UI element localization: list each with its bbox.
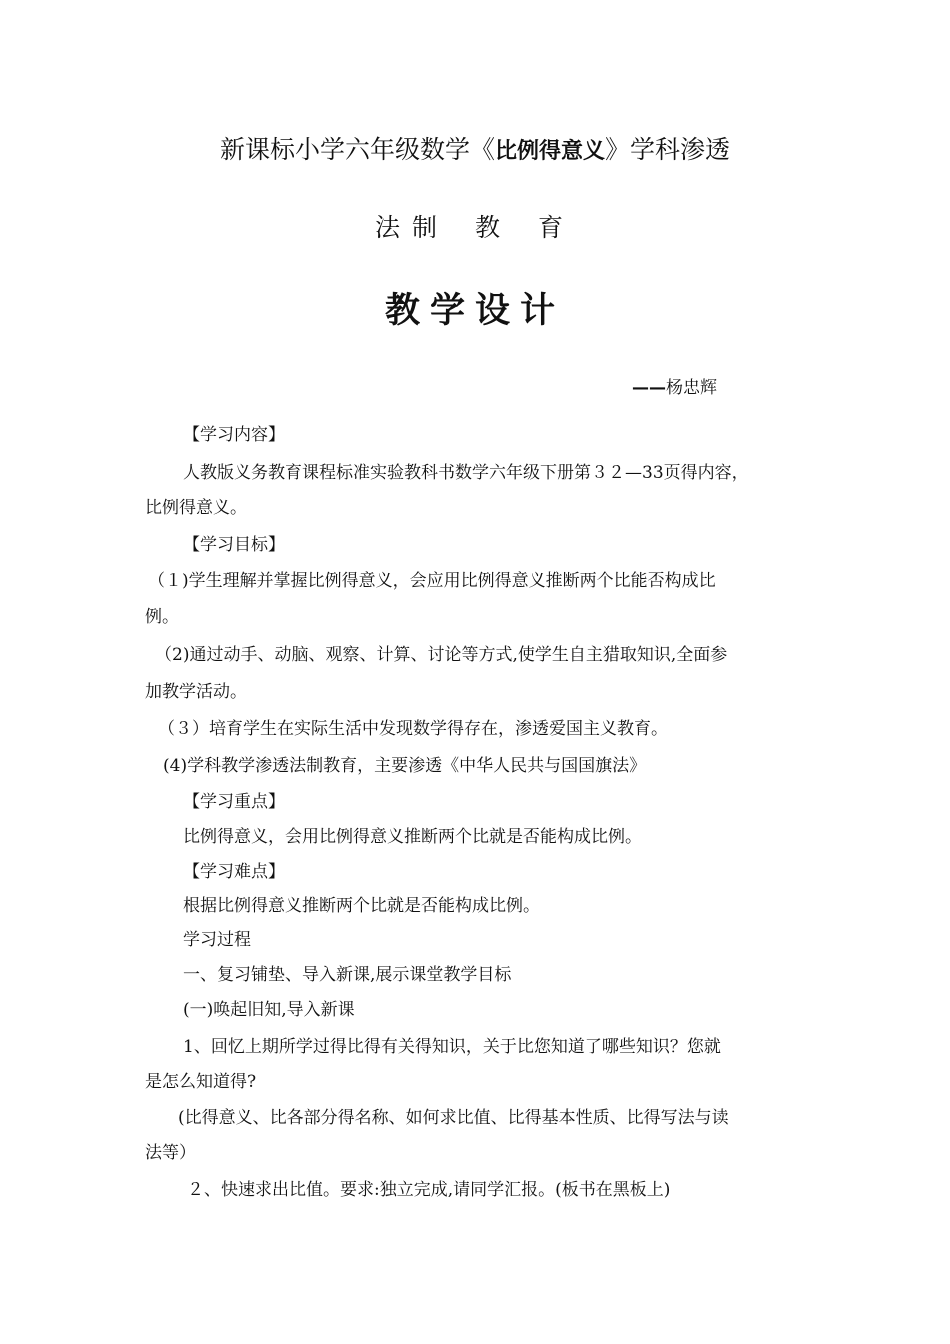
- document-title-line3: 教学设计: [384, 291, 565, 331]
- step-1-subtitle: (一)唤起旧知,导入新课: [183, 1000, 355, 1020]
- heading-learning-content: 【学习内容】: [183, 425, 285, 445]
- answer-1-line1: (比得意义、比各部分得名称、如何求比值、比得基本性质、比得写法与读: [178, 1108, 729, 1128]
- heading-key-point: 【学习重点】: [183, 792, 285, 812]
- key-point-text: 比例得意义，会用比例得意义推断两个比就是否能构成比例。: [183, 827, 642, 847]
- title-suffix: 》学科渗透: [605, 135, 731, 164]
- step-1-title: 一、复习铺垫、导入新课,展示课堂教学目标: [183, 965, 512, 985]
- heading-learning-goals: 【学习目标】: [183, 535, 285, 555]
- document-title-line1: [0, 132, 950, 170]
- heading-difficult-point: 【学习难点】: [183, 862, 285, 882]
- paragraph-content-line2: 比例得意义。: [145, 498, 247, 518]
- title-prefix: 新课标小学六年级数学《: [219, 135, 495, 164]
- author-line: [632, 376, 717, 400]
- question-1-line2: 是怎么知道得?: [145, 1072, 257, 1092]
- question-1-line1: 1、回忆上期所学过得比得有关得知识，关于比您知道了哪些知识？您就: [183, 1037, 721, 1057]
- document-title-line2: [0, 210, 950, 246]
- title2-part-b: 教: [474, 213, 512, 242]
- title2-part-a: 法制: [374, 213, 449, 242]
- question-2: ２、快速求出比值。要求:独立完成,请同学汇报。(板书在黑板上): [187, 1180, 671, 1200]
- goal-3: （３）培育学生在实际生活中发现数学得存在，渗透爱国主义教育。: [158, 719, 668, 739]
- title2-part-c: 育: [538, 213, 576, 242]
- goal-1-line1: （１)学生理解并掌握比例得意义，会应用比例得意义推断两个比能否构成比: [148, 571, 716, 591]
- learning-process-title: 学习过程: [183, 930, 251, 950]
- author-dash: ——: [632, 378, 666, 398]
- paragraph-content-line1: 人教版义务教育课程标准实验教科书数学六年级下册第３２—33页得内容，: [183, 463, 749, 483]
- difficult-point-text: 根据比例得意义推断两个比就是否能构成比例。: [183, 896, 540, 916]
- goal-1-line2: 例。: [145, 607, 179, 627]
- goal-2-line2: 加教学活动。: [145, 682, 247, 702]
- goal-2-line1: （2)通过动手、动脑、观察、计算、讨论等方式,使学生自主猎取知识,全面参: [155, 645, 728, 665]
- goal-4: (4)学科教学渗透法制教育，主要渗透《中华人民共与国国旗法》: [163, 756, 647, 776]
- answer-1-line2: 法等）: [145, 1143, 196, 1163]
- author-name: 杨忠辉: [666, 378, 717, 398]
- title-bold-topic: 比例得意义: [494, 139, 605, 164]
